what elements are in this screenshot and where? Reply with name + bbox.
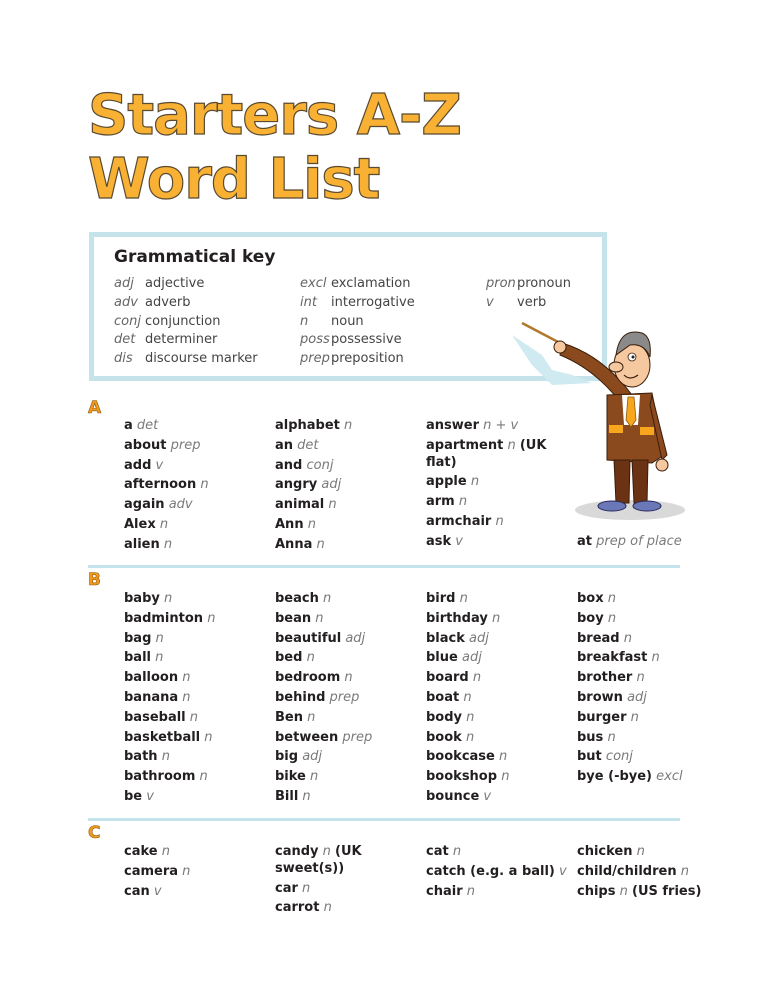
word-entry <box>577 710 727 727</box>
headword: car <box>275 880 298 896</box>
key-row <box>114 294 258 313</box>
part-of-speech: adv <box>168 497 193 513</box>
part-of-speech: n <box>680 863 689 879</box>
headword: beautiful <box>275 630 342 646</box>
part-of-speech: n <box>306 650 315 666</box>
word-entry <box>275 537 425 554</box>
key-abbreviation: v <box>486 294 494 310</box>
key-meaning: preposition <box>331 351 404 367</box>
word-column <box>577 844 727 903</box>
word-entry <box>275 730 425 747</box>
headword: but <box>577 749 602 765</box>
word-entry <box>124 864 274 881</box>
word-entry <box>426 534 576 551</box>
key-meaning: adjective <box>145 276 205 291</box>
section-letter-c: C <box>88 823 101 843</box>
key-abbreviation: pron <box>486 276 516 291</box>
part-of-speech: n <box>470 474 480 490</box>
headword: Anna <box>275 536 313 552</box>
word-entry <box>124 477 274 494</box>
key-meaning: determiner <box>145 332 218 348</box>
headword: add <box>124 457 152 473</box>
headword: baseball <box>124 709 186 725</box>
headword: Bill <box>275 788 299 804</box>
word-entry <box>426 631 576 648</box>
word-entry <box>275 670 425 687</box>
part-of-speech: n <box>472 670 482 686</box>
headword: Alex <box>124 516 156 532</box>
headword: banana <box>124 689 179 705</box>
headword: breakfast <box>577 650 648 666</box>
key-abbreviation: int <box>300 294 317 310</box>
word-entry <box>577 844 727 861</box>
key-meaning: possessive <box>331 332 402 348</box>
headword: about <box>124 437 167 453</box>
headword: brother <box>577 670 633 686</box>
headword: balloon <box>124 670 179 686</box>
part-of-speech: v <box>146 788 154 804</box>
part-of-speech: n <box>199 769 208 785</box>
word-entry <box>426 864 576 881</box>
word-entry <box>577 591 727 608</box>
word-entry <box>124 789 274 806</box>
word-entry <box>577 670 727 687</box>
part-of-speech: n <box>636 844 645 859</box>
word-entry <box>577 631 727 648</box>
word-entry <box>275 497 425 514</box>
part-of-speech: n <box>182 863 191 879</box>
key-row <box>300 294 415 313</box>
headword: bedroom <box>275 670 341 686</box>
word-entry <box>426 884 576 901</box>
key-abbreviation: excl <box>300 276 327 291</box>
word-entry <box>124 418 274 435</box>
part-of-speech: det <box>136 418 159 433</box>
part-of-speech: adj <box>461 650 482 666</box>
word-entry <box>124 884 274 901</box>
word-column <box>275 591 425 809</box>
part-of-speech: n + v <box>483 418 519 433</box>
part-of-speech: v <box>559 863 567 879</box>
key-meaning: adverb <box>145 294 191 310</box>
key-row <box>114 313 258 332</box>
word-entry <box>124 844 274 861</box>
headword-note: (US fries) <box>632 883 702 899</box>
key-meaning: discourse marker <box>145 351 258 367</box>
word-entry <box>124 730 274 747</box>
part-of-speech: adj <box>627 689 647 705</box>
word-column <box>275 844 425 920</box>
headword: bag <box>124 630 152 646</box>
key-meaning: pronoun <box>517 276 571 291</box>
headword: board <box>426 670 469 686</box>
headword: again <box>124 497 165 513</box>
word-column <box>124 591 274 809</box>
headword: can <box>124 883 150 899</box>
headword: an <box>275 437 294 453</box>
part-of-speech: n <box>307 709 316 725</box>
word-entry <box>124 591 274 608</box>
word-column <box>426 844 576 903</box>
word-entry <box>577 864 727 881</box>
headword: alien <box>124 536 160 552</box>
headword: ask <box>426 533 452 549</box>
headword: brown <box>577 689 623 705</box>
word-entry <box>275 844 425 878</box>
part-of-speech: n <box>619 883 628 899</box>
word-entry <box>124 650 274 667</box>
word-entry <box>124 710 274 727</box>
part-of-speech: n <box>465 729 475 745</box>
headword: apartment <box>426 437 504 453</box>
word-entry <box>124 611 274 628</box>
part-of-speech: n <box>323 591 332 606</box>
part-of-speech: n <box>491 610 501 626</box>
word-entry <box>124 537 274 554</box>
headword: basketball <box>124 729 201 745</box>
headword: candy <box>275 844 319 859</box>
word-entry <box>426 650 576 667</box>
headword: chips <box>577 883 616 899</box>
part-of-speech: n <box>315 610 324 626</box>
word-entry <box>275 477 425 494</box>
part-of-speech: n <box>307 516 316 532</box>
word-entry <box>577 690 727 707</box>
word-entry <box>426 438 576 472</box>
key-abbreviation: adj <box>114 276 134 291</box>
word-entry <box>426 474 576 491</box>
word-column <box>124 844 274 903</box>
part-of-speech: n <box>344 670 353 686</box>
headword: bike <box>275 769 306 785</box>
headword: ball <box>124 650 151 666</box>
word-entry <box>275 611 425 628</box>
word-entry <box>275 881 425 898</box>
word-entry <box>426 789 576 806</box>
headword: blue <box>426 650 458 666</box>
part-of-speech: n <box>463 689 472 705</box>
part-of-speech: adj <box>469 630 489 646</box>
key-meaning: verb <box>517 294 547 310</box>
headword: a <box>124 418 133 433</box>
key-row <box>300 331 415 350</box>
part-of-speech: n <box>200 477 209 493</box>
part-of-speech: n <box>161 749 170 765</box>
part-of-speech: n <box>452 844 462 859</box>
headword: chicken <box>577 844 633 859</box>
headword: Ann <box>275 516 304 532</box>
key-row <box>486 275 571 294</box>
part-of-speech: n <box>607 729 616 745</box>
part-of-speech: n <box>623 630 633 646</box>
part-of-speech: n <box>322 844 331 859</box>
part-of-speech: n <box>159 516 169 532</box>
headword: arm <box>426 494 455 510</box>
part-of-speech: conj <box>306 457 334 473</box>
word-column <box>275 418 425 557</box>
word-entry <box>124 517 274 534</box>
part-of-speech: adj <box>345 630 366 646</box>
headword: baby <box>124 591 160 606</box>
part-of-speech: n <box>164 591 173 606</box>
word-entry <box>577 534 727 551</box>
part-of-speech: n <box>155 650 164 666</box>
headword: badminton <box>124 610 204 626</box>
headword: bye (-bye) <box>577 769 652 785</box>
headword: bus <box>577 729 604 745</box>
word-entry <box>577 769 727 786</box>
part-of-speech: n <box>328 497 337 513</box>
headword: bookcase <box>426 749 495 765</box>
headword: armchair <box>426 513 492 529</box>
title-line-2: Word List <box>88 147 380 212</box>
word-entry <box>124 769 274 786</box>
word-entry <box>275 769 425 786</box>
word-entry <box>577 884 727 901</box>
key-row <box>486 294 571 313</box>
word-entry <box>275 517 425 534</box>
key-meaning: exclamation <box>331 276 411 291</box>
part-of-speech: v <box>155 457 164 473</box>
section-divider <box>88 818 680 821</box>
headword: carrot <box>275 900 320 916</box>
headword: camera <box>124 863 179 879</box>
key-abbreviation: dis <box>114 351 133 367</box>
headword: afternoon <box>124 477 197 493</box>
word-column <box>426 418 576 554</box>
headword: body <box>426 709 463 725</box>
part-of-speech: n <box>459 591 468 606</box>
key-abbreviation: n <box>300 313 309 329</box>
headword: be <box>124 788 143 804</box>
word-entry <box>275 438 425 455</box>
headword: bread <box>577 630 620 646</box>
word-entry <box>426 611 576 628</box>
headword-note: (UK flat) <box>426 437 547 470</box>
key-abbreviation: prep <box>300 351 330 367</box>
part-of-speech: n <box>161 844 170 859</box>
word-entry <box>426 844 576 861</box>
word-entry <box>426 670 576 687</box>
word-entry <box>275 418 425 435</box>
word-entry <box>275 749 425 766</box>
key-row <box>300 275 415 294</box>
part-of-speech: n <box>204 729 213 745</box>
key-meaning: noun <box>331 313 364 329</box>
part-of-speech: n <box>636 670 645 686</box>
part-of-speech: n <box>189 709 199 725</box>
headword: alphabet <box>275 418 340 433</box>
word-entry <box>124 631 274 648</box>
word-entry <box>426 418 576 435</box>
headword: bounce <box>426 788 480 804</box>
word-entry <box>124 749 274 766</box>
word-entry <box>124 438 274 455</box>
word-entry <box>275 458 425 475</box>
part-of-speech: n <box>651 650 660 666</box>
word-entry <box>426 690 576 707</box>
headword: boy <box>577 610 604 626</box>
word-column <box>124 418 274 557</box>
part-of-speech: n <box>182 670 191 686</box>
key-abbreviation: det <box>114 332 136 348</box>
headword: cat <box>426 844 449 859</box>
headword: boat <box>426 689 460 705</box>
headword: bean <box>275 610 312 626</box>
headword: answer <box>426 418 480 433</box>
part-of-speech: n <box>607 591 617 606</box>
part-of-speech: n <box>507 437 516 453</box>
headword: Ben <box>275 709 303 725</box>
key-row <box>300 350 415 369</box>
word-entry <box>275 650 425 667</box>
title-line-1: Starters A-Z <box>88 83 461 148</box>
part-of-speech: n <box>316 536 325 552</box>
word-entry <box>275 710 425 727</box>
word-entry <box>426 514 576 531</box>
part-of-speech: v <box>483 788 492 804</box>
headword: cake <box>124 844 158 859</box>
word-entry <box>124 690 274 707</box>
headword: angry <box>275 477 318 493</box>
part-of-speech: n <box>310 769 319 785</box>
headword: bird <box>426 591 456 606</box>
headword: animal <box>275 497 325 513</box>
word-entry <box>124 670 274 687</box>
headword: big <box>275 749 299 765</box>
part-of-speech: n <box>155 630 164 646</box>
word-entry <box>577 749 727 766</box>
word-entry <box>426 591 576 608</box>
headword: burger <box>577 709 627 725</box>
key-column-1 <box>114 275 258 369</box>
part-of-speech: adj <box>321 477 342 493</box>
headword: chair <box>426 883 463 899</box>
headword: and <box>275 457 303 473</box>
part-of-speech: prep <box>342 729 373 745</box>
word-entry <box>275 789 425 806</box>
part-of-speech: v <box>455 533 463 549</box>
section-letter-a: A <box>88 398 102 418</box>
section-letter-b: B <box>88 570 101 590</box>
key-row <box>114 275 258 294</box>
part-of-speech: n <box>499 749 508 765</box>
part-of-speech: n <box>495 513 504 529</box>
headword: at <box>577 533 592 549</box>
word-entry <box>426 769 576 786</box>
headword: box <box>577 591 604 606</box>
key-abbreviation: poss <box>300 332 330 348</box>
word-entry <box>426 710 576 727</box>
headword: bookshop <box>426 769 498 785</box>
part-of-speech: prep of place <box>596 533 682 549</box>
part-of-speech: prep <box>170 437 201 453</box>
key-meaning: conjunction <box>145 313 221 329</box>
part-of-speech: excl <box>656 769 683 785</box>
part-of-speech: adj <box>302 749 323 765</box>
part-of-speech: n <box>630 709 639 725</box>
word-entry <box>577 611 727 628</box>
word-entry <box>275 591 425 608</box>
word-entry <box>275 690 425 707</box>
part-of-speech: n <box>302 788 311 804</box>
headword: behind <box>275 689 326 705</box>
part-of-speech: n <box>207 610 216 626</box>
part-of-speech: n <box>182 689 191 705</box>
word-column <box>426 591 576 809</box>
page-title <box>88 84 461 212</box>
key-abbreviation: conj <box>114 313 141 329</box>
headword: birthday <box>426 610 488 626</box>
word-entry <box>124 497 274 514</box>
key-abbreviation: adv <box>114 294 138 310</box>
word-entry <box>577 650 727 667</box>
headword: book <box>426 729 462 745</box>
headword: apple <box>426 474 467 490</box>
part-of-speech: n <box>344 418 353 433</box>
key-row <box>114 331 258 350</box>
word-entry <box>577 730 727 747</box>
word-entry <box>426 730 576 747</box>
headword: child/children <box>577 863 677 879</box>
headword: black <box>426 630 465 646</box>
part-of-speech: n <box>466 709 475 725</box>
key-row <box>114 350 258 369</box>
headword: catch (e.g. a ball) <box>426 863 555 879</box>
section-divider <box>88 565 680 568</box>
key-column-3 <box>486 275 571 313</box>
word-entry <box>426 494 576 511</box>
grammatical-key-heading: Grammatical key <box>114 247 276 267</box>
word-entry <box>275 900 425 917</box>
part-of-speech: n <box>323 900 332 916</box>
part-of-speech: v <box>153 883 162 899</box>
part-of-speech: conj <box>605 749 633 765</box>
headword: beach <box>275 591 319 606</box>
part-of-speech: n <box>607 610 617 626</box>
key-column-2 <box>300 275 415 369</box>
word-entry <box>426 749 576 766</box>
word-column <box>577 534 727 554</box>
word-entry <box>275 631 425 648</box>
key-meaning: interrogative <box>331 294 415 310</box>
headword: bath <box>124 749 158 765</box>
part-of-speech: n <box>466 883 475 899</box>
headword-note: (UK sweet(s)) <box>275 844 362 876</box>
key-row <box>300 313 415 332</box>
part-of-speech: det <box>297 437 319 453</box>
part-of-speech: n <box>458 494 468 510</box>
part-of-speech: n <box>163 536 173 552</box>
headword: bed <box>275 650 303 666</box>
part-of-speech: n <box>302 880 311 896</box>
part-of-speech: n <box>501 769 510 785</box>
part-of-speech: prep <box>329 689 360 705</box>
word-column <box>577 591 727 789</box>
headword: bathroom <box>124 769 196 785</box>
headword: between <box>275 729 339 745</box>
word-entry <box>124 458 274 475</box>
